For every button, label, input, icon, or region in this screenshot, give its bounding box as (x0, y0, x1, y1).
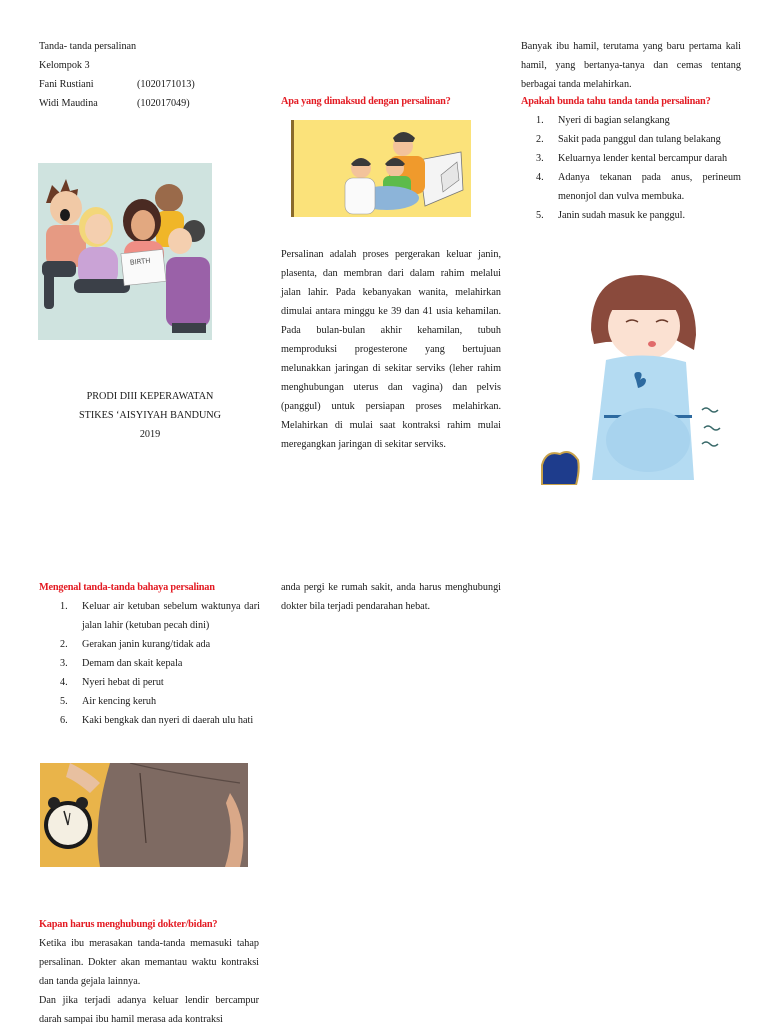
institution-block (40, 387, 260, 444)
school-name: STIKES ‘AISYIYAH BANDUNG (78, 410, 222, 421)
list-item: 1. Keluar air ketuban sebelum waktunya dari jalan lahir (ketuban pecah dini) (60, 601, 260, 631)
contact-paragraph-1: Ketika ibu merasakan tanda-tanda memasuki tahap persalinan. Dokter akan memantau waktu kontraksi dan tanda gejala lainnya. (39, 938, 259, 987)
section-heading-contact: Kapan harus menghubungi dokter/bidan? (39, 919, 218, 930)
contact-paragraph-2: Dan jika terjadi adanya keluar lendir bercampur darah sampai ibu hamil merasa ada kontraksi (39, 995, 259, 1024)
section-heading-danger: Mengenal tanda-tanda bahaya persalinan (39, 582, 215, 593)
list-item: 2. Sakit pada panggul dan tulang belakang (536, 134, 721, 145)
list-item: 1. Nyeri di bagian selangkang (536, 115, 670, 126)
intro-paragraph: Banyak ibu hamil, terutama yang baru pertama kali hamil, yang bertanya-tanya dan cemas tentang berbagai tanda melahirkan. (521, 41, 741, 90)
pregnant-woman-pain-icon (536, 270, 726, 485)
member-row (39, 94, 259, 113)
labor-assist-icon (291, 120, 471, 217)
list-item: 6. Kaki bengkak dan nyeri di daerah ulu hati (60, 715, 254, 726)
list-item: 5. Janin sudah masuk ke panggul. (536, 210, 686, 221)
brochure-title: Tanda- tanda persalinan (39, 41, 137, 52)
list-item: 5. Air kencing keruh (60, 696, 157, 707)
program-name: PRODI DIII KEPERAWATAN (86, 391, 214, 402)
member-name: Fani Rustiani (39, 79, 94, 90)
list-item: 4. Nyeri hebat di perut (60, 677, 164, 688)
alarm-clock-belly-icon (40, 763, 248, 867)
cover-illustration (38, 163, 212, 340)
svg-text:BIRTH: BIRTH (129, 256, 151, 267)
section-heading-definition: Apa yang dimaksud dengan persalinan? (281, 96, 451, 107)
member-id: (1020171013) (137, 79, 195, 90)
cover-header (39, 37, 259, 113)
group-label: Kelompok 3 (39, 60, 90, 71)
labor-illustration (291, 120, 471, 217)
group-birth-class-icon (38, 163, 212, 340)
year: 2019 (139, 429, 161, 440)
definition-paragraph: Persalinan adalah proses pergerakan keluar janin, plasenta, dan membran dari dalam rahim melalui jalan lahir. Pada kebanyakan wanita, melahirkan dimulai antara minggu ke 39 dan 41 usia kehamilan. Pada bulan-bulan akhir kehamilan, tubuh memproduksi progesterone yang bertujuan melunakkan jaringan di sekitar serviks (leher rahim menghubungan uterus dan vagina) dan pelvis (panggul) untuk persiapan proses melahirkan. Melahirkan di mulai saat kontraksi rahim mulai meregangkan jaringan di sekitar serviks. (281, 249, 501, 450)
belly-clock-photo (40, 763, 248, 867)
member-name: Widi Maudina (39, 98, 98, 109)
member-id: (102017049) (137, 98, 190, 109)
labor-signs-list (536, 111, 741, 225)
list-item: 3. Demam dan skait kepala (60, 658, 183, 669)
contact-paragraph-continued: anda pergi ke rumah sakit, anda harus menghubungi dokter bila terjadi pendarahan hebat. (281, 582, 501, 612)
list-item: 4. Adanya tekanan pada anus, perineum menonjol dan vulva membuka. (536, 172, 741, 202)
list-item: 3. Keluarnya lender kental bercampur darah (536, 153, 728, 164)
section-heading-signs: Apakah bunda tahu tanda tanda persalinan? (521, 96, 711, 107)
danger-signs-list (60, 597, 260, 730)
member-row (39, 75, 259, 94)
pregnant-woman-illustration (536, 270, 726, 485)
list-item: 2. Gerakan janin kurang/tidak ada (60, 639, 211, 650)
